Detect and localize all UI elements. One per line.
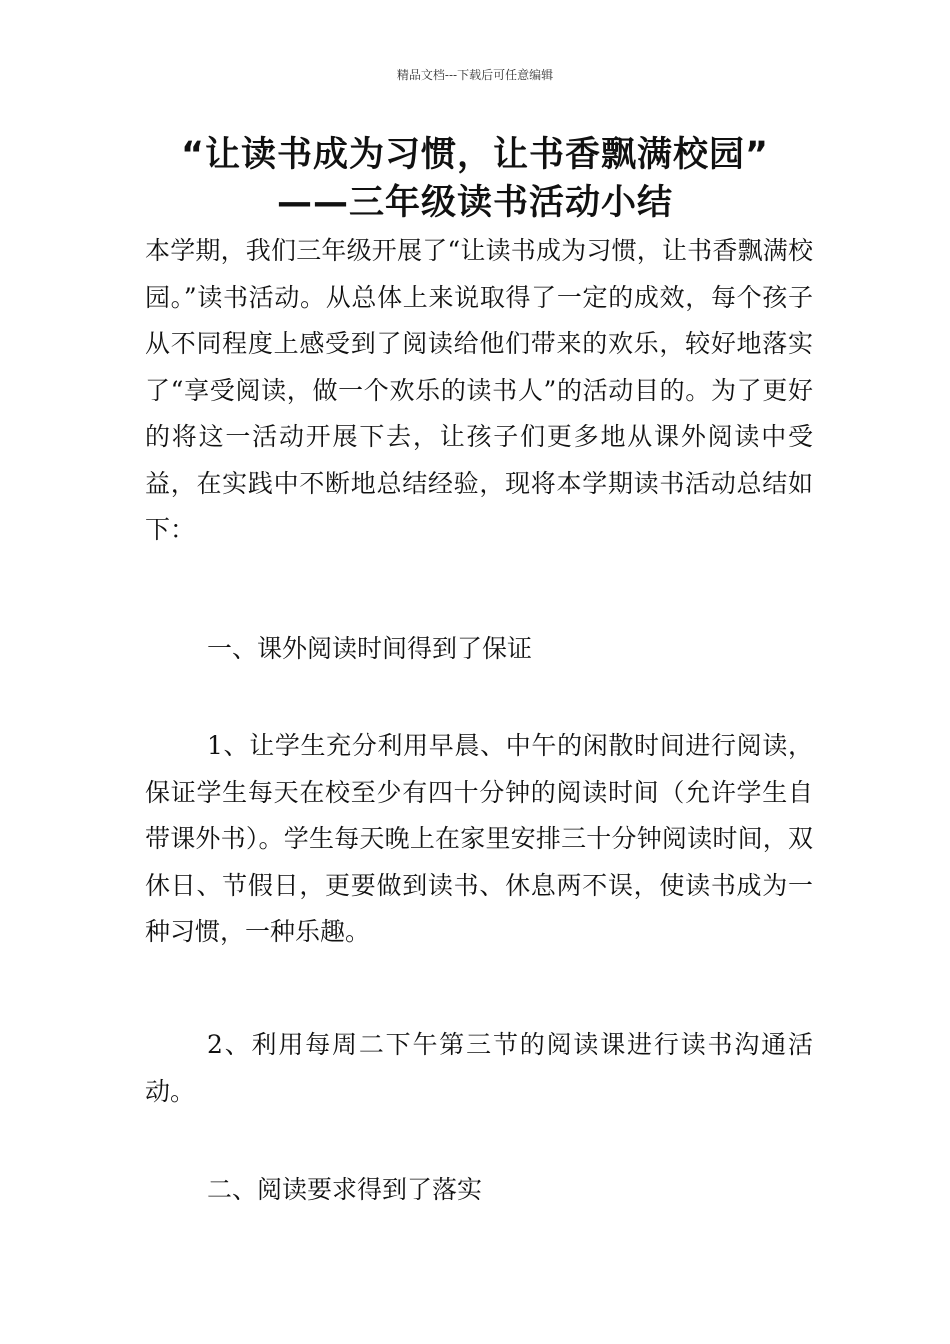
section-1-heading: 一、课外阅读时间得到了保证 xyxy=(207,634,533,663)
section-1-item-2: 2、利用每周二下午第三节的阅读课进行读书沟通活动。 xyxy=(145,1030,813,1106)
section-2-heading: 二、阅读要求得到了落实 xyxy=(207,1175,483,1204)
header-note: 精品文档---下载后可任意编辑 xyxy=(396,68,554,82)
title-line-1: “让读书成为习惯，让书香飘满校园” xyxy=(180,135,769,175)
title-line-2: ——三年级读书活动小结 xyxy=(276,183,673,223)
section-1-item-1: 1、让学生充分利用早晨、中午的闲散时间进行阅读，保证学生每天在校至少有四十分钟的阅读时间（允许学生自带课外书）。学生每天晚上在家里安排三十分钟阅读时间，双休日、节假日，更要做到读书、休息两不误，使读书成为一种习惯，一种乐趣。 xyxy=(145,731,813,946)
intro-paragraph: 本学期，我们三年级开展了“让读书成为习惯，让书香飘满校园。”读书活动。从总体上来说取得了一定的成效，每个孩子从不同程度上感受到了阅读给他们带来的欢乐，较好地落实了“享受阅读，做一个欢乐的读书人”的活动目的。为了更好的将这一活动开展下去，让孩子们更多地从课外阅读中受益，在实践中不断地总结经验，现将本学期读书活动总结如下： xyxy=(145,236,813,544)
